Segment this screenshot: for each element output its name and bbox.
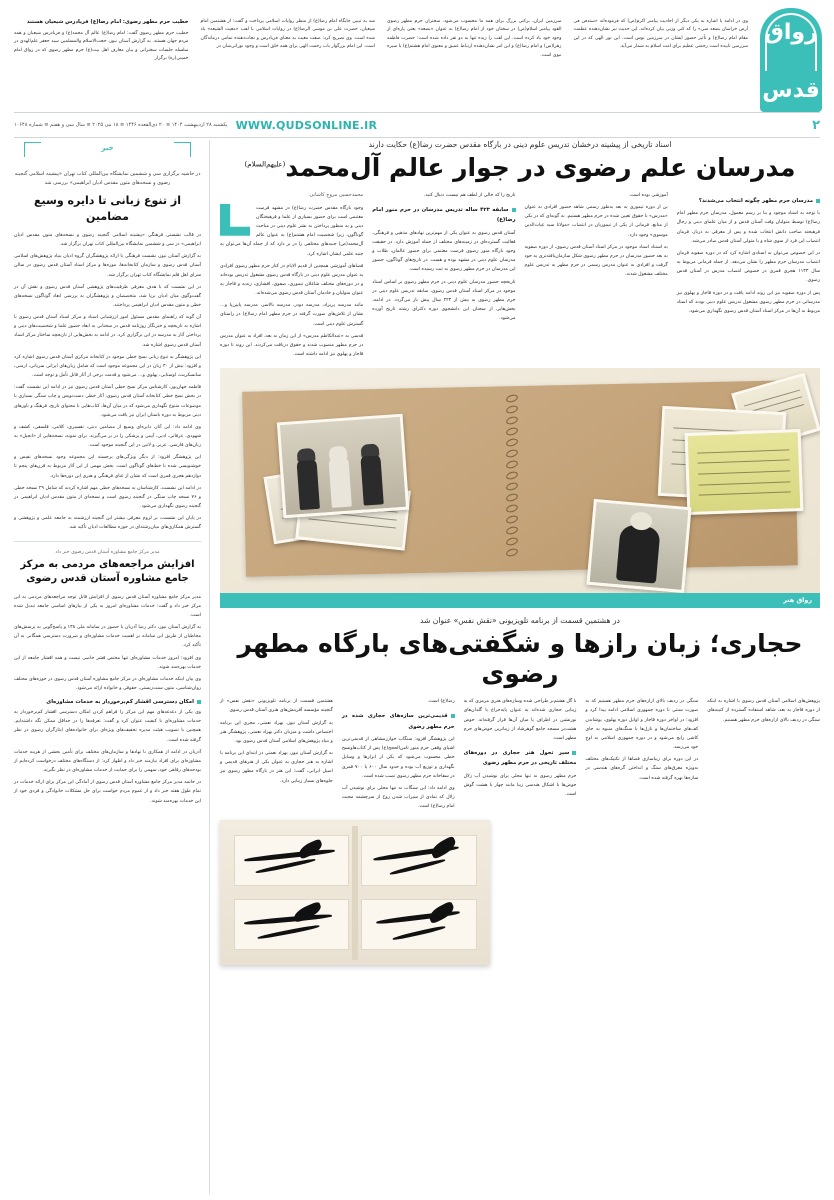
paragraph: تاریخچه حضور مدرسان علوم دینی در حرم مطهر رضوی بر اساس اسناد موجود در مرکز اسناد آستان قدس رضوی، سابقه تدریس علوم دینی در حرم مطهر رضوی به بیش از ۴۲۳ سال پیش باز می‌گردد. در ادامه، بخش‌هایی از سخنان این دانشجوی دوره دکترای رشته تاریخ آورده می‌شود. — [372, 279, 516, 322]
sidebar-story2-kicker: مدیر مرکز جامع مشاوره آستان قدس رضوی خبر داد — [55, 549, 160, 555]
article2-col-1 — [220, 697, 333, 814]
calligraphy-panel — [361, 835, 476, 886]
paragraph: در خاتمه مدیر مرکز جامع مشاوره آستان قدس رضوی از آمادگی این مرکز برای ارائه خدمات در تمام طول هفته خبر داد و از عموم مردم خواست برای حل مشکلات خانوادگی و فردی خود از این خدمات بهره‌مند شوند. — [14, 780, 201, 804]
paragraph: در این دوره برای زیباسازی فضاها از تکنیک‌های مختلف به‌ویژه معرق‌های سنگ و انداختن گره‌های هندسی در سازه‌ها بهره گرفته شده است. — [585, 757, 699, 781]
article2-kicker: در هشتمین قسمت از برنامه تلویزیونی «نقش نفس» عنوان شد — [420, 616, 620, 626]
subheading-text: قدیمی‌ترین سازه‌های حجاری شده در حرم مطهر رضوی — [341, 713, 455, 730]
sidebar-section-header — [14, 140, 201, 166]
figure-icon — [296, 457, 320, 510]
dateline-text: یکشنبه ۲۸ اردیبهشت ۱۴۰۴ ≡ ۲۰ ذی‌القعده ۱۴۴۶ ≡ ۱۸ می ۲۰۲۵ ≡ سال سی و هفتم ≡ شماره ۱۰۶۴۸ — [14, 122, 228, 128]
paragraph: به استناد اسناد موجود در مرکز اسناد آستان قدس رضوی، از دوره صفویه به بعد حضور مدرسان در حرم مطهر رضوی شکل سازمان‌یافته‌تری به خود گرفت و افرادی به عنوان مدرس رسمی در حرم مطهر به تدریس علوم مختلف مشغول شدند. — [524, 244, 668, 278]
article1-subheading-2 — [372, 205, 515, 226]
subheading-text: امکان دسترسی اقشار کم‌برخوردار به خدمات مشاوره‌ای — [46, 699, 194, 706]
subheading-text: مدرسان حرم مطهر چگونه انتخاب می‌شدند؟ — [698, 198, 813, 204]
paragraph: این پژوهشگر افزود: سنگاب خوارزمشاهی از قدیمی‌ترین اشیای وقفی حرم منور ثامن‌الحجج(ع) پس از کتاب‌هاونسخ خطی محسوب می‌شود که یکی از ابزارها و وسایل نگهداری و توزیع آب بوده و حدود سال ۶۰۰ یا ۷۰۰ قمری در سقاخانه حرم مطهر رضوی نصب شده است. — [341, 737, 455, 779]
header-col-1 — [14, 18, 189, 92]
header-col-2: شد به تبیین جایگاه امام رضا(ع) از منظر روایات اسلامی پرداخت و گفت: از هشتمین امام شیعیان، حضرت علی بن موسی الرضا(ع) در روایات اسلامی با لقب «مغیث الشیعه» یاد شده است. وی تصریح کرد: صفت مغیث به معنای فریادرس و نجات‌دهنده تمامی درماندگان است. این امام بزرگوار باب رحمت الهی برای همه خلق است و وجود نورانی‌شان در — [200, 19, 375, 50]
article2-col-4 — [585, 697, 698, 814]
paragraph: وی افزود: امروز خدمات مشاوره‌ای تنها مختص قشر خاصی نیست و همه اقشار جامعه از این خدمات بهره‌مند شوند. — [14, 655, 201, 670]
header-col-3: سرزمین ایران، برکتی بزرگ برای همه ما محسوب می‌شود. سخنران حرم مطهر رضوی القود پیامبر اسلام(ص) در سخنان خود از امام رضا(ع) به عنوان «بضعه» یعنی پاره‌ای از وجود خود یاد کرده است. این لقب را زبده تنها به دو نفر داده شده است: حضرت فاطمه زهرا(س) و امام رضا(ع) و این امر نشان‌دهنده ارتباط عمیق و معنوی امام هشتم(ع) با سیره نبوی است. — [387, 19, 562, 58]
article2-subheading-1 — [342, 711, 455, 732]
main-content — [220, 140, 820, 1194]
bullet-square-icon — [816, 199, 820, 203]
collage-portrait-photo — [586, 499, 691, 593]
banner-label: رواق هنر — [783, 596, 812, 605]
figure-icon — [360, 452, 384, 505]
site-url[interactable]: WWW.QUDSONLINE.IR — [235, 118, 378, 132]
paragraph: فضاهای آموزشی همچنین از قدیم الایام در کنار حرم مطهر رضوی افرادی به عنوان مدرس علوم دینی در بارگاه قدس رضوی مشغول تدریس بوده‌اند و در دوره‌های مختلف شاغلان تیموری، صفوی، افشاری، زندیه و قاجار به عنوان متولیان و خادمان آستان قدس رضوی می‌شده‌اند. — [220, 263, 364, 297]
calligraphy-panel — [234, 835, 349, 886]
paragraph: آذریان در ادامه از همکاری با نهادها و سازمان‌های مختلف برای تأمین بخشی از هزینه خدمات مشاوره‌ای برای افراد نیازمند خبر داد و اظهار کرد: از دستگاه‌های مختلف درخواست کرده‌ایم از بودجه‌های رفاهی خود، سهمی را برای حمایت از خدمات مشاوره‌ای در نظر بگیرند. — [14, 749, 201, 774]
paragraph: هشتمین قسمت از برنامه تلویزیونی «نقش نفس» از گنجینه مؤسسه آفرینش‌های هنری آستان قدس رضوی — [220, 699, 333, 714]
paragraph: فاطمه جهان‌پور، کارشناس مرکز نسخ خطی آستان قدس رضوی نیز در ادامه این نشست گفت: در بخش نسخ خطی کتابخانه آستان قدس رضوی، آثار خطی دست‌نویس و چاپ سنگی بسیاری با موضوعات متنوع نگهداری می‌شود که در میان آن‌ها، کتاب‌هایی با محتوای تاریخ، فرهنگ و باورهای دینی مربوط به دوره باستان ایران نیز یافت می‌شود. — [14, 385, 201, 418]
article1-col-mid — [372, 191, 515, 362]
article1-columns — [220, 191, 820, 362]
sidebar-story2-body — [14, 593, 201, 694]
date-bar — [14, 112, 820, 138]
sidebar-story1-body — [14, 231, 201, 533]
paragraph: آموزشی بوده است. — [628, 193, 668, 198]
portrait-silhouette-icon — [616, 525, 661, 584]
paragraph: آستان قدس رضوی به عنوان یکی از مهم‌ترین نهادهای مذهبی و فرهنگی، فعالیت گسترده‌ای در زمینه‌های مختلف از جمله آموزش دارد. در حقیقت وجود بارگاه منور رضوی فرصت مغتنمی برای حضور عالمان، طلاب و مدرسان علوم دینی در مشهد بوده و هست. در تاریخ‌های گوناگون، حضور این مدرسان در حرم مطهر رضوی به ثبت رسیده است. — [372, 230, 516, 273]
sidebar-story2-subheading — [14, 699, 201, 705]
masthead-logo[interactable] — [756, 8, 822, 116]
header-kicker: خطیب حرم مطهر رضوی: امام رضا(ع) فریادرس شیعیان هستند — [26, 19, 189, 25]
paragraph: در پایان این نشست، بر لزوم معرفی بیشتر این گنجینه ارزشمند به جامعه علمی و پژوهشی و گسترش همکاری‌های میان‌رشته‌ای در حوزه مطالعات ادیان تأکید شد. — [14, 516, 201, 531]
sidebar-story2-body2 — [14, 708, 201, 806]
paragraph: وی یکی از دغدغه‌های مهم این مرکز را فراهم کردن امکان دسترسی اقشار کم‌برخوردار به خدمات مشاوره‌ای با کیفیت عنوان کرد و گفت: تعرفه‌ها را در حداقل ممکن نگه داشته‌ایم. همچنین با تصویب هیئت مدیره تخفیف‌های ویژه‌ای برای خانواده‌های ایثارگران رضوی در نظر گرفته شده است. — [14, 710, 201, 743]
news-sidebar — [14, 140, 210, 1194]
paragraph: با گل هشتم‌بر طراحی شده وسازه‌های هنری مرمزی که به زیبایی حجاری شده‌اند به عنوان پایه‌جراغ یا گلدان‌های نورنشین در اطراف یا میان آن‌ها قرار گرفته‌اند. حوض هشت‌بر مسجد جامع گوهرشاد از زیباترین حوض‌های حرم مطهر است. — [463, 699, 577, 741]
bullet-square-icon — [451, 714, 455, 718]
calligraphy-panel — [234, 899, 349, 950]
paragraph: به گزارش آستان نیوز، دکتر رضا آذریان با حضور در سامانه ملی ۱۳۸ و پاسخ‌گویی به پرسش‌های مخاطبان از طریق این سامانه بر اهمیت خدمات مشاوره‌ای و ضرورت دسترسی همگانی به آن تأکید کرد. — [14, 625, 201, 649]
section-banner-art — [220, 592, 820, 608]
page-header — [0, 0, 834, 108]
paragraph: به گزارش آستان نیوز، بهزاد نعمتی، مجری این برنامه اختصاص داشت و میزبان دکتر بهزاد نعمتی، پژوهشگر هنر و بنیاد پژوهش‌های اسلامی آستان قدس رضوی بود. — [220, 720, 333, 744]
paragraph: در این خصوص می‌توان به اسنادی اشاره کرد که در دوره صفویه فرمان انتصاب مدرسان حرم مطهر را نشان می‌دهد. از جمله فرمانی مربوط به سال ۱۱۳۳ هجری قمری در خصوص انتصاب مدرس در آستان قدس رضوی. — [676, 250, 820, 284]
sidebar-divider — [14, 541, 201, 542]
subheading-text: سیر تحول هنر حجاری در دوره‌های مختلف تاریخی در حرم مطهر رضوی — [463, 750, 577, 767]
calligraphy-image — [220, 820, 490, 965]
article1-col-left — [220, 191, 363, 362]
article2-col-5 — [707, 697, 820, 814]
paragraph: در قالب نشستی فرهنگی «پیشینه اسلامی گنجینه رضوی و نسخه‌های متون مقدس ادیان ابراهیمی» در سی و ششمین نمایشگاه بین‌المللی کتاب تهران برگزار شد. — [14, 232, 201, 248]
paragraph: این پژوهشگر افزود: از دیگر ویژگی‌های برجسته این مجموعه وجود نسخه‌های نفیس و خوشنویسی شده با خط‌های گوناگون است. بخش مهمی از این آثار مربوط به قرن‌های پنجم تا دوازدهم هجری قمری است که نشان از غنای فرهنگی و هنری این دوره‌ها دارد. — [14, 455, 201, 479]
paragraph: به گزارش آستان نیوز، نشست فرهنگی با ارائه پژوهشگران گروه ادیان بنیاد پژوهش‌های اسلامی آستان قدس رضوی و سازمان کتابخانه‌ها، موزه‌ها و مرکز اسناد آستان قدس رضوی در سالن سرای اهل قلم نمایشگاه کتاب تهران برگزار شد. — [14, 254, 201, 278]
paragraph: رضا(ع) است. — [427, 699, 455, 705]
header-col-1-body: خطیب حرم مطهر رضوی گفت: امام رضا(ع) عالم آل محمد(ع) و فریادرس شیعیان و همه مردم جهان هستند. به گزارش آستان نیوز، حجت‌الاسلام والمسلمین سید جعفر علم‌الهدی در سلسله جلسات سخنرانی و بیان معارف اهل بیت(ع) حرم مطهر رضوی که در رواق امام خمینی(ره) برگزار — [14, 30, 189, 62]
logo-bottom-text: قدس — [762, 78, 820, 103]
paragraph: وجود بارگاه مقدس حضرت رضا(ع) در مشهد فرصت مغتنمی است برای حضور بسیاری از علما و فرهیختگان دینی و به منظور پرداختن به نشر علوم دینی در مباحث گوناگون، زیرا شخصیت امام هشتم(ع) به عنوان عالم آل‌محمد(ص) جنبه‌های مختلفی را در بر دارد که از جمله آن‌ها می‌توان به جنبه علمی ایشان اشاره کرد. — [220, 205, 364, 257]
article1-byline: محمدحسین مروج کاشانی — [309, 192, 364, 198]
paragraph: قدسی به «عبدالکاظم مدرس» از این زمان به بعد، افراد به عنوان مدرس در حرم مطهر منصوب شدند و حقوق دریافت می‌کردند. این روند تا دوره قاجار و پهلوی نیز ادامه داشته است. — [220, 333, 364, 358]
bullet-square-icon — [572, 751, 576, 755]
paragraph: تاریخ را که خالی از لطف هم نیست، دنبال کنید. — [423, 193, 516, 198]
article1-kicker: اسناد تاریخی از پیشینه درخشان تدریس علوم دینی در بارگاه مقدس حضرت رضا(ع) حکایت دارند — [368, 140, 672, 149]
paragraph: بن از دوره تیموری به بعد به‌طور رسمی شاهد حضور افرادی به عنوان «مدرس» با حقوق تعیین شده در حرم مطهر هستیم. به گونه‌ای که در یکی از منابع، فرمانی از یکی از تیموریان در انتصاب «مولانا سید غیاث‌الدین موسوی» وجود دارد. — [524, 205, 668, 238]
article1-subheading-1 — [677, 196, 820, 206]
article2-col-2 — [342, 697, 455, 814]
page-body — [14, 140, 820, 1194]
paragraph: وی ادامه داد: این سنگاب نه تنها محلی برای نوشیدن آب زلال که نمادی از سیراب شدن روح از سرچشمه محبت امام رضا(ع) است. — [341, 785, 455, 810]
bullet-square-icon — [512, 208, 516, 212]
sidebar-story1-kicker: در حاشیه برگزاری سی و ششمین نمایشگاه بین‌المللی کتاب تهران «پیشینه اسلامی گنجینه رضوی و نسخه‌های متون مقدس ادیان ابراهیمی» بررسی شد — [14, 171, 201, 186]
honorific: (علیهم‌السلام) — [244, 160, 286, 169]
article2-headline[interactable]: حجاری؛ زبان رازها و شگفتی‌های بارگاه مطهر رضوی — [237, 629, 803, 689]
header-story — [14, 18, 748, 92]
article1-photo-collage — [220, 368, 820, 593]
sidebar-story2-headline[interactable]: افزایش مراجعه‌های مردمی به مرکز جامع مشاوره آستان قدس رضوی — [20, 558, 195, 585]
paragraph: وی بیان اینکه خدمات مشاوره‌ای در مرکز جامع مشاوره آستان قدس رضوی در حوزه‌های مختلف روان‌شناسی، متون سنت‌زیستی، حقوقی و خانواده ارائه می‌شود. — [14, 676, 201, 691]
article1-col-far-right — [677, 191, 820, 362]
calligraphy-gutter — [352, 826, 357, 959]
dateline-group — [14, 119, 377, 132]
paragraph: حرم مطهر رضوی نه تنها محلی برای نوشیدن آب زلال حوض‌ها با اشکال هندسی زیبا مانند چهار یا هشت گوش است. — [463, 773, 577, 797]
paragraph: در این نشست که با هدف معرفی ظرفیت‌های پژوهشی آستان قدس رضوی و نقش آن در گفت‌وگوی میان ادیان برپا شد، متخصصان و پژوهشگران به بررسی ابعاد گوناگون نسخه‌های خطی و متون مقدس ادیان ابراهیمی پرداختند. — [14, 284, 201, 308]
logo-top-text: رواق — [764, 20, 818, 45]
section-label: خبر — [101, 144, 114, 152]
page-number: ۲ — [812, 117, 820, 133]
article1-headline[interactable] — [220, 153, 820, 183]
paragraph: مدیر مرکز جامع مشاوره آستان قدس رضوی از افزایش قابل توجه مراجعه‌های مردمی به این مرکز خبر داد و گفت: خدمات مشاوره‌ای امروز به یکی از نیازهای اساسی جامعه تبدیل شده است. — [14, 594, 201, 618]
paragraph: این پژوهشگر به تنوع زبانی نسخ خطی موجود در کتابخانه مرکزی آستان قدس رضوی اشاره کرد و افزود: بیش از ۳۰ زبان در این مجموعه موجود است که شامل زبان‌های ایرانی سریانی، ارمنی، سانسکریت، اوستایی، پهلوی و… می‌شود و قدمت برخی از آثار قابل تأمل و توجه است. — [14, 354, 202, 379]
collage-manuscript-2 — [685, 429, 804, 515]
paragraph: آن گونه که راهنمای مقدس مسئول امور ارزشیابی اسناد و مرکز اسناد آستان قدس رضوی با اشاره به تاریخچه و خبرنگار روزنامه قدس در سخنانی به ابعاد حضور علما و شخصیت‌های دینی و پرداختن آثار به مدرسه در این برگزاری کرد. در ادامه به بخش‌هایی از تاریخچه ساختار مرکز اسناد آستان قدس رضوی اشاره شد. — [14, 315, 201, 348]
notebook-spiral-icon — [508, 395, 518, 566]
paragraph: پس از دوره صفویه نیز این روند ادامه یافت و در دوره قاجار و پهلوی نیز مدرسانی در حرم مطهر رضوی مشغول تدریس علوم دینی بودند که اسناد مربوط به آن‌ها در مرکز اسناد آستان قدس رضوی نگهداری می‌شود. — [676, 290, 820, 314]
article2-col-3 — [464, 697, 577, 814]
header-col-4: وی در ادامه با اشاره به یکی دیگر از احادیث پیامبر اکرم(ص) که فرموده‌اند «ستدفن فی أرض خراسان بضعه منی» را که کنی وزنی بیان کرده‌اند، این حدیث نیز نشان‌دهنده عظمت مقام امام رضا(ع) و تأثیر حضور ایشان در سرزمین توس است. این نور الهی که در این سرزمین تابیده است رحمتی عظیم برای امت اسلام به شمار می‌آید. — [573, 19, 748, 50]
bullet-square-icon — [197, 700, 201, 704]
sidebar-story1-headline[interactable]: از تنوع زبانی تا دایره وسیع مضامین — [34, 194, 181, 223]
paragraph: به گزارش آستان نیوز، بهزاد نعمتی در ابتدای این برنامه با اشاره به هنر حجاری به عنوان یکی از هنرهای قدیمی و اصیل ایرانی، گفت: این هنر در بارگاه مطهر رضوی نیز جلوه‌های بسیار زیبایی دارد. — [220, 751, 333, 784]
paragraph: وی ادامه داد: این آثار، دایره‌ای وسیع از مضامین دینی، تفسیری، کلامی، فلسفی، کشف و شهودی، عرفانی، ادبی، آیینی و پزشکی را در بر می‌گیرند. برای نمونه، نسخه‌هایی از «انجیل» به زبان‌های فارسی، عربی و لاتین در این گنجینه موجود است. — [14, 424, 201, 449]
paragraph: در ادامه این نشست، کارشناسان به نسخه‌های خطی مهم اشاره کردند که شامل ۲۹ نسخه خطی و ۷۶ نسخه چاپ سنگی در گنجینه رضوی است و نسخه‌ای از متون مقدس ادیان ابراهیمی در گنجینه رضوی نگهداری می‌شود. — [14, 485, 202, 510]
article1-col-right — [525, 191, 668, 362]
logo-arch-shape — [760, 8, 822, 112]
paragraph: پژوهش‌های اسلامی آستان قدس رضوی با اشاره به اینکه از دوره قاجار به بعد، شاهد استفاده گسترده از کتیبه‌های سنگی در ردیف بالای ازاره‌های حرم مطهر هستیم. — [707, 699, 820, 723]
article2-subheading-2 — [464, 748, 577, 769]
subheading-text: سابقه ۴۲۳ ساله تدریس مدرسان در حرم منور امام رضا(ع) — [372, 207, 516, 224]
figure-icon — [328, 454, 352, 507]
calligraphy-panel — [361, 899, 476, 950]
article2-columns — [220, 697, 820, 814]
paragraph: مانند مدرسه پریزاد، مدرسه دودر، مدرسه بالاسر، مدرسه پایین‌پا و… نشان از تلاش‌های صورت گرفته در حرم مطهر امام رضا(ع) در راستای گسترش علوم دینی است. — [220, 303, 364, 327]
paragraph: سنگی در ردیف بالای ازاره‌های حرم مطهر هستیم که به صورت سنتی تا دوره جمهوری اسلامی ادامه پیدا کرد و افزود: در اواخر دوره قاجار و اوایل دوره پهلوی، پوشاندن کف‌های ساختمان‌ها و نازل‌ها با سنگ‌های منبوه به جای کاشی رایج می‌شود و در دوره جمهوری اسلامی به اوج خود می‌رسد. — [585, 699, 699, 751]
article2 — [220, 616, 820, 965]
collage-group-photo — [277, 413, 409, 518]
headline-text: مدرسان علم رضوی در جوار عالم آل‌محمد — [285, 153, 796, 182]
paragraph: با توجه به اسناد موجود و بنا بر رسم معمول، مدرسان حرم مطهر امام رضا(ع) توسط متولیان وقت آستان قدس و از میان علمای دینی و رجال فرهیخته صاحب دانش انتخاب شده و پس از معرفی به دربار، فرمان انتصاب این فرد از سوی شاه و یا متولی آستان قدس صادر می‌شد. — [676, 211, 820, 244]
